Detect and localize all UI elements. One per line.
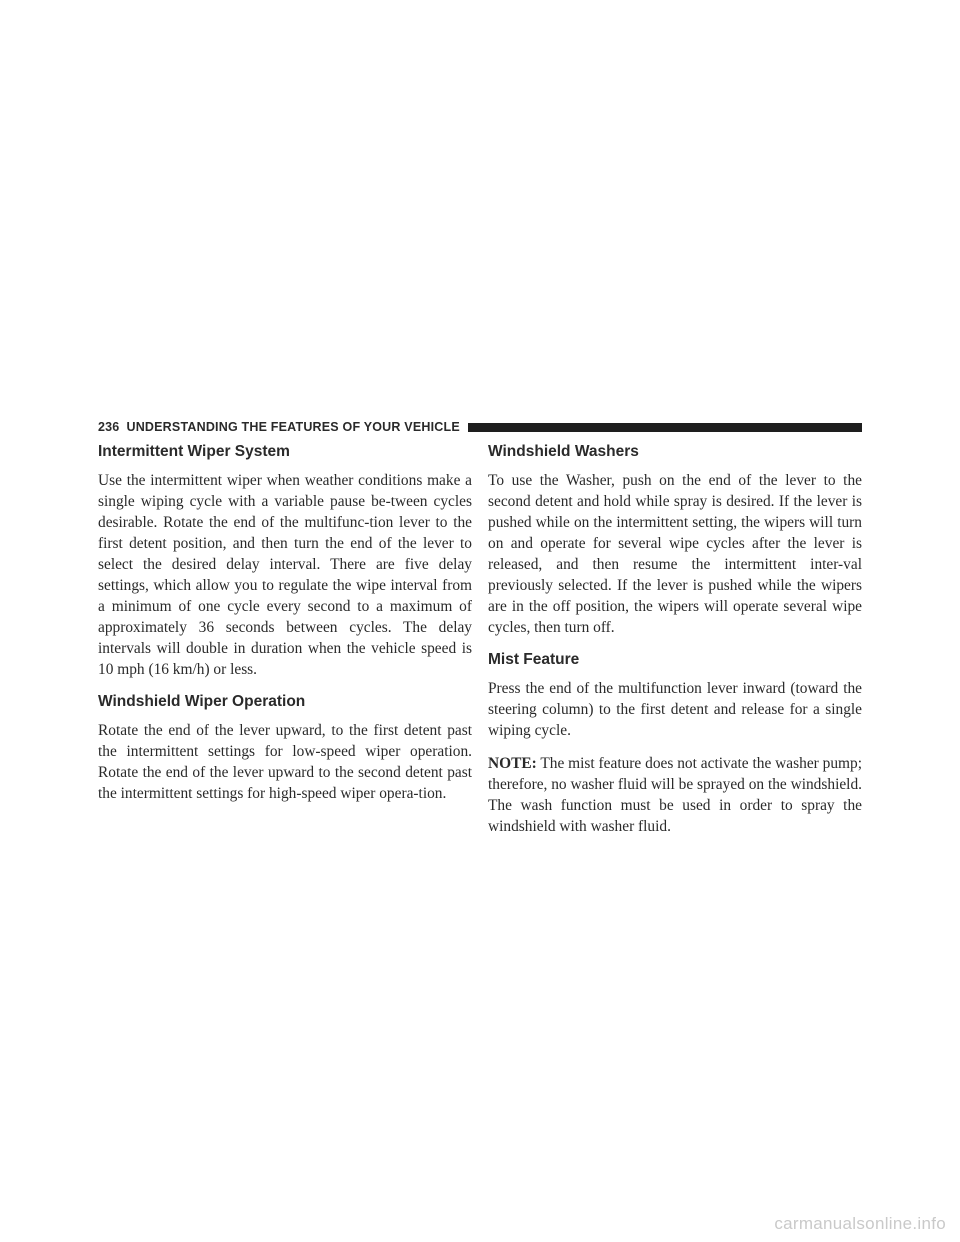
washers-heading: Windshield Washers [488, 443, 639, 460]
page-number: 236 [98, 420, 120, 434]
note-body: The mist feature does not activate the washer pump; therefore, no washer fluid will be sprayed on the windshield. The wash function must be used in order to spray the windshield with washer fluid. [488, 755, 862, 835]
mist-feature-body: Press the end of the multifunction lever inward (toward the steering column) to the first detent and release for a single wiping cycle. [488, 680, 862, 739]
section-title: UNDERSTANDING THE FEATURES OF YOUR VEHICLE [126, 420, 460, 434]
watermark: carmanualsonline.info [774, 1214, 946, 1233]
left-column [98, 442, 472, 816]
right-column [488, 442, 862, 849]
intermittent-wiper-heading: Intermittent Wiper System [98, 443, 290, 460]
intermittent-wiper-body: Use the intermittent wiper when weather conditions make a single wiping cycle with a variable pause be-tween cycles desirable. Rotate the end of the multifunc-tion lever to the first detent position, and then turn the end of the lever to select the desired delay interval. There are five delay settings, which allow you to regulate the wipe interval from a minimum of one cycle every second to a maximum of approximately 36 seconds between cycles. The delay intervals will double in duration when the vehicle speed is 10 mph (16 km/h) or less. [98, 472, 472, 678]
washers-body: To use the Washer, push on the end of the lever to the second detent and hold while spray is desired. If the lever is pushed while on the intermittent setting, the wipers will turn on and operate for several wipe cycles after the lever is released, and then resume the intermittent inter-val previously selected. If the lever is pushed while the wipers are in the off position, the wipers will operate several wipe cycles, then turn off. [488, 472, 862, 636]
mist-note [488, 753, 862, 837]
note-label: NOTE: [488, 755, 537, 772]
page-header [98, 418, 862, 436]
wiper-operation-body: Rotate the end of the lever upward, to the first detent past the intermittent settings for low-speed wiper operation. Rotate the end of the lever upward to the second detent past the intermittent settings for high-speed wiper opera-tion. [98, 722, 472, 802]
header-rule [468, 423, 862, 432]
mist-feature-heading: Mist Feature [488, 651, 580, 668]
wiper-operation-heading: Windshield Wiper Operation [98, 693, 306, 710]
